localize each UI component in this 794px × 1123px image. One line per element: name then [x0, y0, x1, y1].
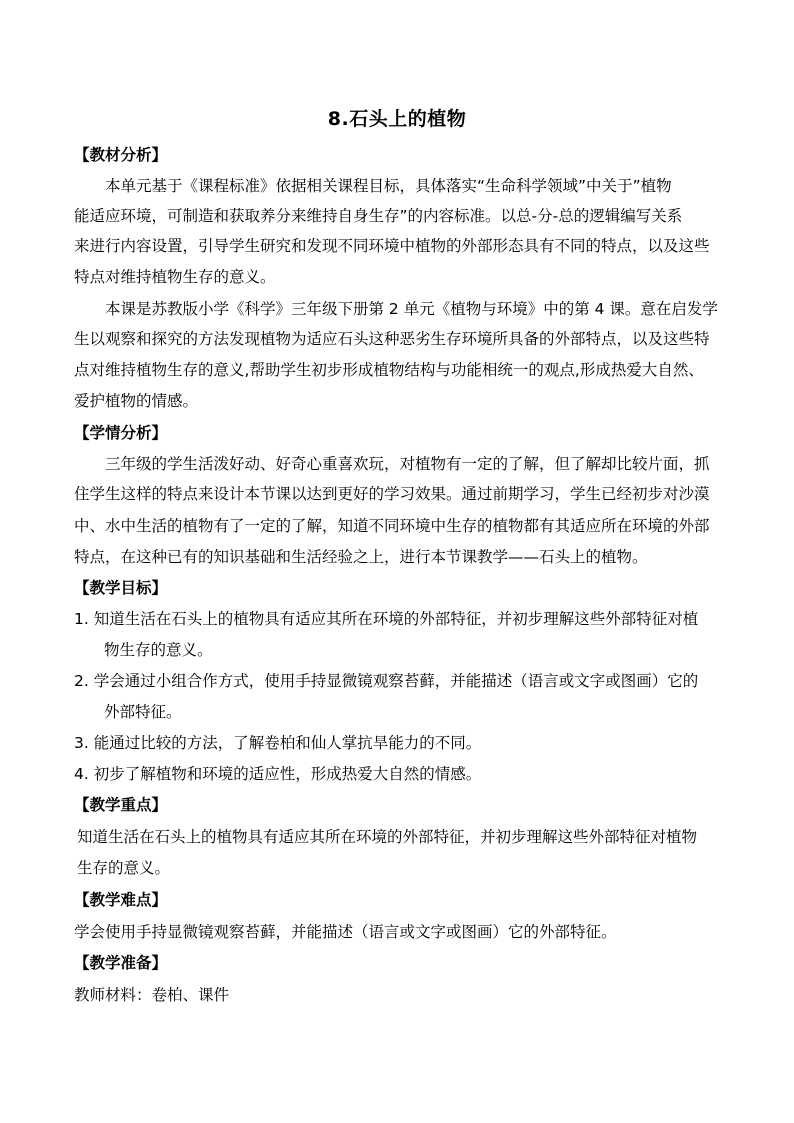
paragraph-line: 本单元基于《课程标准》依据相关课程目标，具体落实“生命科学领域”中关于”植物 [105, 177, 672, 195]
heading-student-analysis: 【学情分析】 [74, 424, 168, 442]
heading-textbook-analysis: 【教材分析】 [74, 146, 168, 164]
heading-teaching-goals: 【教学目标】 [74, 579, 168, 597]
heading-teaching-key-points: 【教学重点】 [74, 796, 168, 814]
key-point-line: 知道生活在石头上的植物具有适应其所在环境的外部特征，并初步理解这些外部特征对植物 [77, 828, 698, 846]
paragraph-line: 特点，在这种已有的知识基础和生活经验之上，进行本节课教学——石头上的植物。 [74, 548, 648, 566]
key-point-line: 生存的意义。 [77, 859, 171, 877]
heading-teaching-difficulties: 【教学难点】 [74, 891, 168, 909]
preparation-line: 教师材料：卷柏、课件 [74, 986, 230, 1004]
paragraph-line: 生以观察和探究的方法发现植物为适应石头这种恶劣生存环境所具备的外部特点，以及这些特 [74, 330, 710, 348]
goal-item: 1. 知道生活在石头上的植物具有适应其所在环境的外部特征，并初步理解这些外部特征对植 [74, 610, 699, 628]
paragraph-line: 特点对维持植物生存的意义。 [74, 268, 276, 286]
paragraph-line: 点对维持植物生存的意义,帮助学生初步形成植物结构与功能相统一的观点,形成热爱大自然、 [74, 361, 704, 379]
paragraph-line: 三年级的学生活泼好动、好奇心重喜欢玩，对植物有一定的了解，但了解却比较片面，抓 [105, 455, 710, 473]
paragraph-line: 来进行内容设置，引导学生研究和发现不同环境中植物的外部形态具有不同的特点，以及这些 [74, 237, 710, 255]
paragraph-line: 本课是苏教版小学《科学》三年级下册第 2 单元《植物与环境》中的第 4 课。意在启发学 [105, 300, 718, 318]
paragraph-line: 住学生这样的特点来设计本节课以达到更好的学习效果。通过前期学习，学生已经初步对沙漠 [74, 485, 710, 503]
heading-teaching-preparation: 【教学准备】 [74, 954, 168, 972]
paragraph-line: 中、水中生活的植物有了一定的了解，知道不同环境中生存的植物都有其适应所在环境的外部 [74, 517, 710, 535]
goal-item: 3. 能通过比较的方法，了解卷柏和仙人掌抗旱能力的不同。 [74, 734, 482, 752]
goal-item: 4. 初步了解植物和环境的适应性，形成热爱大自然的情感。 [74, 765, 482, 783]
paragraph-line: 爱护植物的情感。 [74, 392, 199, 410]
goal-item: 2. 学会通过小组合作方式，使用手持显微镜观察苔藓，并能描述（语言或文字或图画）它的 [74, 672, 699, 690]
goal-item-continuation: 物生存的意义。 [104, 641, 213, 659]
difficulty-line: 学会使用手持显微镜观察苔藓，并能描述（语言或文字或图画）它的外部特征。 [74, 923, 617, 941]
lesson-title: 8.石头上的植物 [327, 108, 467, 130]
paragraph-line: 能适应环境，可制造和获取养分来维持自身生存”的内容标准。以总-分-总的逻辑编写关系 [74, 207, 683, 225]
goal-item-continuation: 外部特征。 [104, 703, 182, 721]
